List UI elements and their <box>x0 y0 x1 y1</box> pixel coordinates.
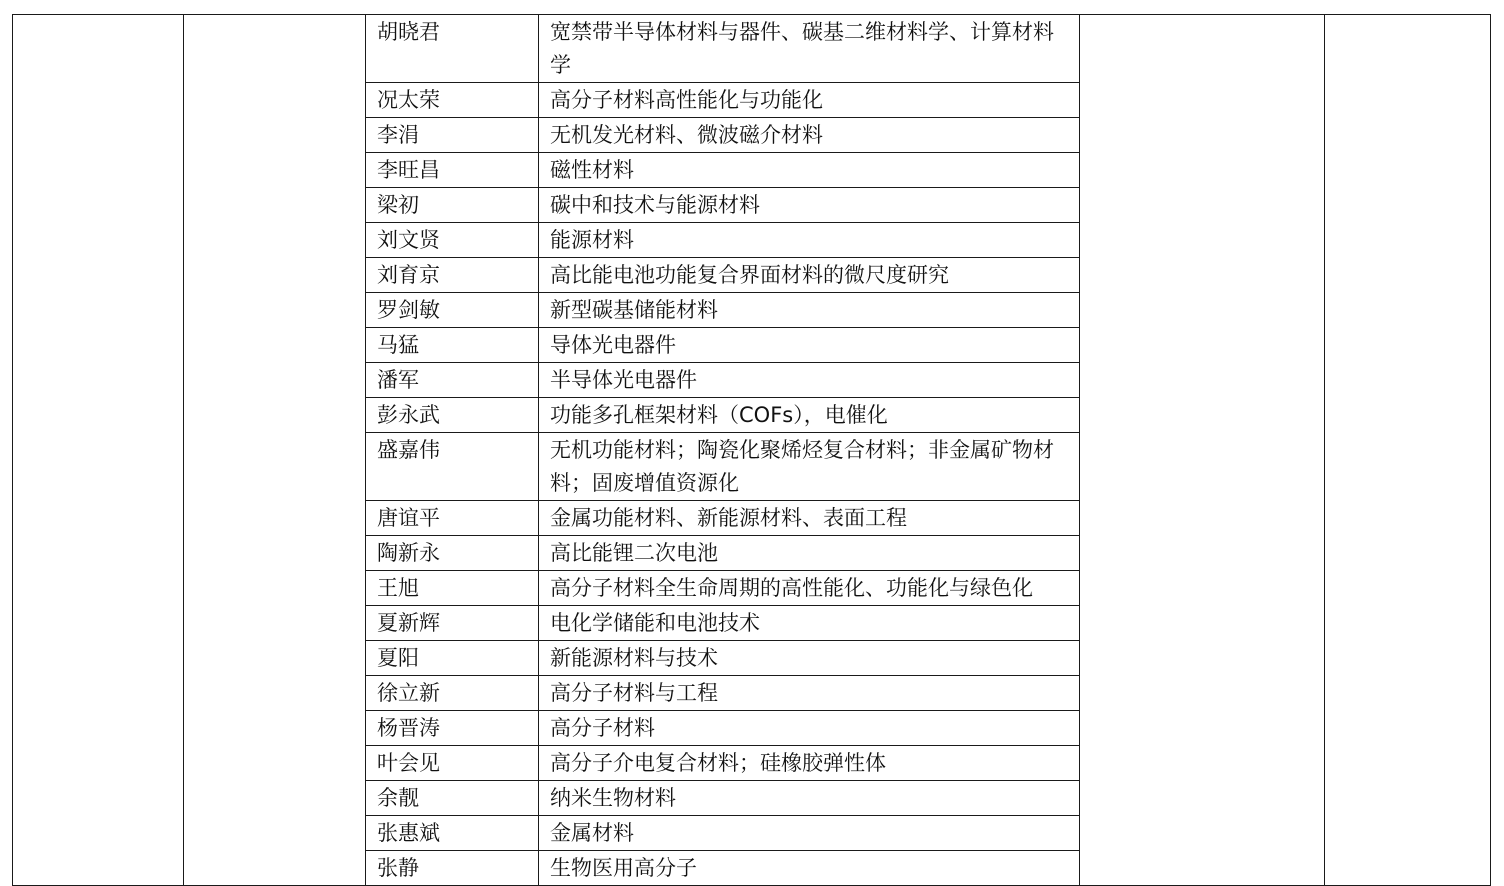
research-field-cell: 高分子介电复合材料；硅橡胶弹性体 <box>539 746 1080 781</box>
research-field-cell: 无机发光材料、微波磁介材料 <box>539 118 1080 153</box>
faculty-name-cell: 李旺昌 <box>366 153 539 188</box>
research-field-cell: 磁性材料 <box>539 153 1080 188</box>
research-field-cell: 高比能锂二次电池 <box>539 536 1080 571</box>
faculty-name-cell: 刘育京 <box>366 258 539 293</box>
faculty-name-cell: 张静 <box>366 851 539 886</box>
table-body <box>13 15 1491 886</box>
research-field-cell: 碳中和技术与能源材料 <box>539 188 1080 223</box>
merged-empty-column-b <box>184 15 366 886</box>
faculty-name-cell: 张惠斌 <box>366 816 539 851</box>
table-row <box>13 15 1491 83</box>
research-field-cell: 电化学储能和电池技术 <box>539 606 1080 641</box>
faculty-name-cell: 余靓 <box>366 781 539 816</box>
faculty-name-cell: 徐立新 <box>366 676 539 711</box>
research-field-cell: 高分子材料全生命周期的高性能化、功能化与绿色化 <box>539 571 1080 606</box>
research-field-cell: 功能多孔框架材料（COFs），电催化 <box>539 398 1080 433</box>
research-field-cell: 纳米生物材料 <box>539 781 1080 816</box>
faculty-name-cell: 夏新辉 <box>366 606 539 641</box>
faculty-name-cell: 况太荣 <box>366 83 539 118</box>
research-field-cell: 半导体光电器件 <box>539 363 1080 398</box>
faculty-name-cell: 盛嘉伟 <box>366 433 539 501</box>
research-field-cell: 高分子材料 <box>539 711 1080 746</box>
merged-empty-column-f <box>1325 15 1491 886</box>
faculty-name-cell: 李涓 <box>366 118 539 153</box>
research-field-cell: 能源材料 <box>539 223 1080 258</box>
research-field-cell: 导体光电器件 <box>539 328 1080 363</box>
faculty-name-cell: 王旭 <box>366 571 539 606</box>
faculty-name-cell: 夏阳 <box>366 641 539 676</box>
faculty-name-cell: 陶新永 <box>366 536 539 571</box>
faculty-name-cell: 马猛 <box>366 328 539 363</box>
research-field-cell: 宽禁带半导体材料与器件、碳基二维材料学、计算材料学 <box>539 15 1080 83</box>
research-field-cell: 高分子材料与工程 <box>539 676 1080 711</box>
merged-empty-column-e <box>1080 15 1325 886</box>
faculty-name-cell: 罗剑敏 <box>366 293 539 328</box>
research-field-cell: 无机功能材料；陶瓷化聚烯烃复合材料；非金属矿物材料；固废增值资源化 <box>539 433 1080 501</box>
faculty-name-cell: 叶会见 <box>366 746 539 781</box>
research-field-cell: 高分子材料高性能化与功能化 <box>539 83 1080 118</box>
faculty-name-cell: 唐谊平 <box>366 501 539 536</box>
faculty-name-cell: 胡晓君 <box>366 15 539 83</box>
research-field-cell: 金属材料 <box>539 816 1080 851</box>
faculty-name-cell: 刘文贤 <box>366 223 539 258</box>
research-field-cell: 新能源材料与技术 <box>539 641 1080 676</box>
faculty-name-cell: 彭永武 <box>366 398 539 433</box>
research-field-cell: 高比能电池功能复合界面材料的微尺度研究 <box>539 258 1080 293</box>
research-field-cell: 新型碳基储能材料 <box>539 293 1080 328</box>
research-field-cell: 生物医用高分子 <box>539 851 1080 886</box>
research-field-cell: 金属功能材料、新能源材料、表面工程 <box>539 501 1080 536</box>
faculty-name-cell: 梁初 <box>366 188 539 223</box>
merged-empty-column-a <box>13 15 184 886</box>
faculty-table <box>12 14 1491 886</box>
faculty-name-cell: 杨晋涛 <box>366 711 539 746</box>
faculty-name-cell: 潘军 <box>366 363 539 398</box>
